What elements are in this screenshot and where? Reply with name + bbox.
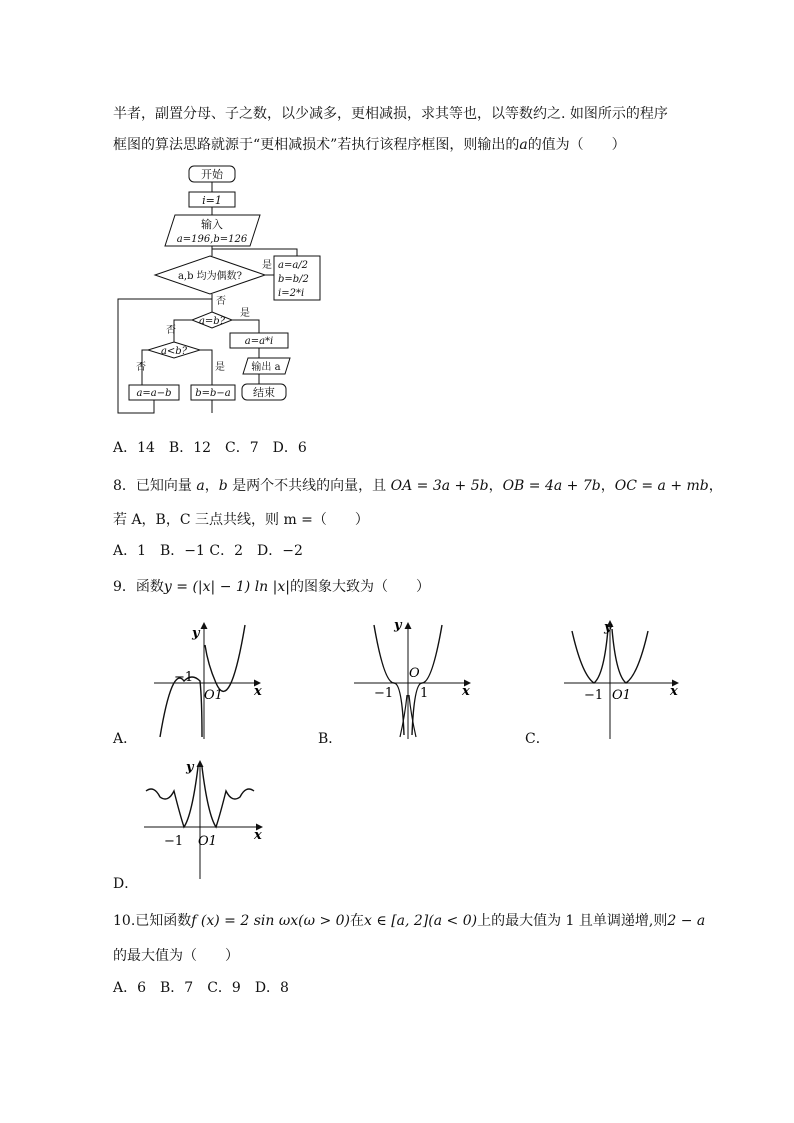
flow-yes-2: 是 (240, 308, 250, 319)
flow-box-left: a=a−b (136, 388, 172, 399)
graph-b-neg1: −1 (374, 686, 394, 701)
q8-oa: OA = 3a + 5b (390, 478, 489, 494)
graph-a-neg1: −1 (174, 670, 194, 685)
q7-line-2-text: 框图的算法思路就源于“更相减损术”若执行该程序框图，则输出的 (113, 137, 520, 153)
q10-f: f (x) = 2 sin ωx(ω > 0) (191, 913, 351, 929)
q8-ob: OB = 4a + 7b (502, 478, 601, 494)
graph-c-o1: O1 (612, 688, 631, 703)
q10-dom: x ∈ [a, 2](a < 0) (364, 913, 478, 929)
graph-a-label: A． (113, 731, 138, 747)
flow-output: 输出 a (251, 362, 281, 373)
graph-b-o: O (409, 666, 420, 681)
graph-a-y: y (192, 626, 200, 641)
flow-box-right: b=b−a (195, 388, 231, 399)
graph-c (560, 615, 685, 740)
graph-b (350, 615, 480, 740)
graph-b-one: 1 (420, 686, 429, 701)
graph-b-y: y (394, 618, 402, 633)
q10-text-b: 在 (350, 913, 365, 929)
q9-stem (113, 576, 430, 596)
flow-no-3: 否 (136, 362, 146, 373)
graph-d (140, 755, 270, 880)
graph-b-label: B． (318, 731, 343, 747)
flow-end: 结束 (253, 386, 275, 399)
graph-a-o1: O1 (204, 688, 223, 703)
graph-b-x: x (462, 684, 470, 699)
q10-options: A．6 B．7 C．9 D．8 (113, 980, 289, 996)
q8-text-b: 是两个不共线的向量，且 (232, 478, 387, 494)
flow-input-title: 输入 (201, 218, 223, 231)
q7-var-a: a (519, 137, 528, 153)
q10-text-c: 上的最大值为 1 且单调递增,则 (477, 913, 668, 929)
flow-cond3: a<b? (160, 346, 188, 357)
q10-line-1 (113, 910, 705, 930)
flow-input-vals: a=196,b=126 (176, 234, 248, 245)
q7-line-2-end: 的值为（ ） (527, 137, 626, 153)
flow-loop-1: a=a/2 (278, 260, 309, 271)
flow-cond1: a,b 均为偶数? (177, 271, 243, 282)
graph-d-y: y (186, 760, 194, 775)
graph-d-o1: O1 (198, 834, 217, 849)
q7-line-1: 半者，副置分母、子之数，以少减多，更相减损，求其等也，以等数约之. 如图所示的程序 (113, 106, 668, 122)
q8-line-1: 8．已知向量 a，b 是两个不共线的向量，且 OA = 3a + 5b，OB = 4a + 7b，OC = a + mb， (113, 478, 723, 494)
q8-line-2: 若 A，B，C 三点共线，则 m =（ ） (113, 512, 369, 528)
graph-d-x: x (254, 828, 262, 843)
flow-cond2: a=b? (198, 316, 226, 327)
graph-c-x: x (670, 684, 678, 699)
q10-expr: 2 − a (667, 913, 706, 929)
flow-init: i=1 (202, 194, 222, 207)
q7-options: A．14 B．12 C．7 D．6 (113, 440, 307, 456)
q10-text-a: 10.已知函数 (113, 913, 192, 929)
graph-a-x: x (254, 684, 262, 699)
q9-formula: y = (|x| − 1) ln |x| (163, 579, 290, 595)
q7-line-2 (113, 134, 626, 154)
flow-yes-1: 是 (262, 260, 272, 271)
flow-loop-2: b=b/2 (278, 274, 309, 285)
flow-no-1: 否 (216, 296, 226, 307)
flow-start: 开始 (201, 168, 223, 181)
graph-c-label: C． (525, 731, 550, 747)
graph-c-y: y (604, 620, 612, 635)
q8-text-a: 8．已知向量 (113, 478, 192, 494)
flowchart (110, 160, 350, 415)
graph-d-label: D． (113, 876, 139, 892)
q9-stem-a: 9．函数 (113, 579, 164, 595)
graph-c-neg1: −1 (584, 688, 604, 703)
q8-oc: OC = a + mb (614, 478, 709, 494)
flow-loop-3: i=2*i (278, 288, 305, 299)
flow-box-mul: a=a*i (244, 336, 274, 347)
q9-stem-b: 的图象大致为（ ） (289, 579, 430, 595)
graph-d-neg1: −1 (164, 834, 184, 849)
flow-yes-3: 是 (215, 362, 225, 373)
flow-no-2: 否 (166, 325, 176, 336)
graph-a (150, 615, 270, 740)
q8-options: A．1 B．−1 C．2 D．−2 (113, 543, 303, 559)
q10-line-2: 的最大值为（ ） (113, 948, 239, 964)
